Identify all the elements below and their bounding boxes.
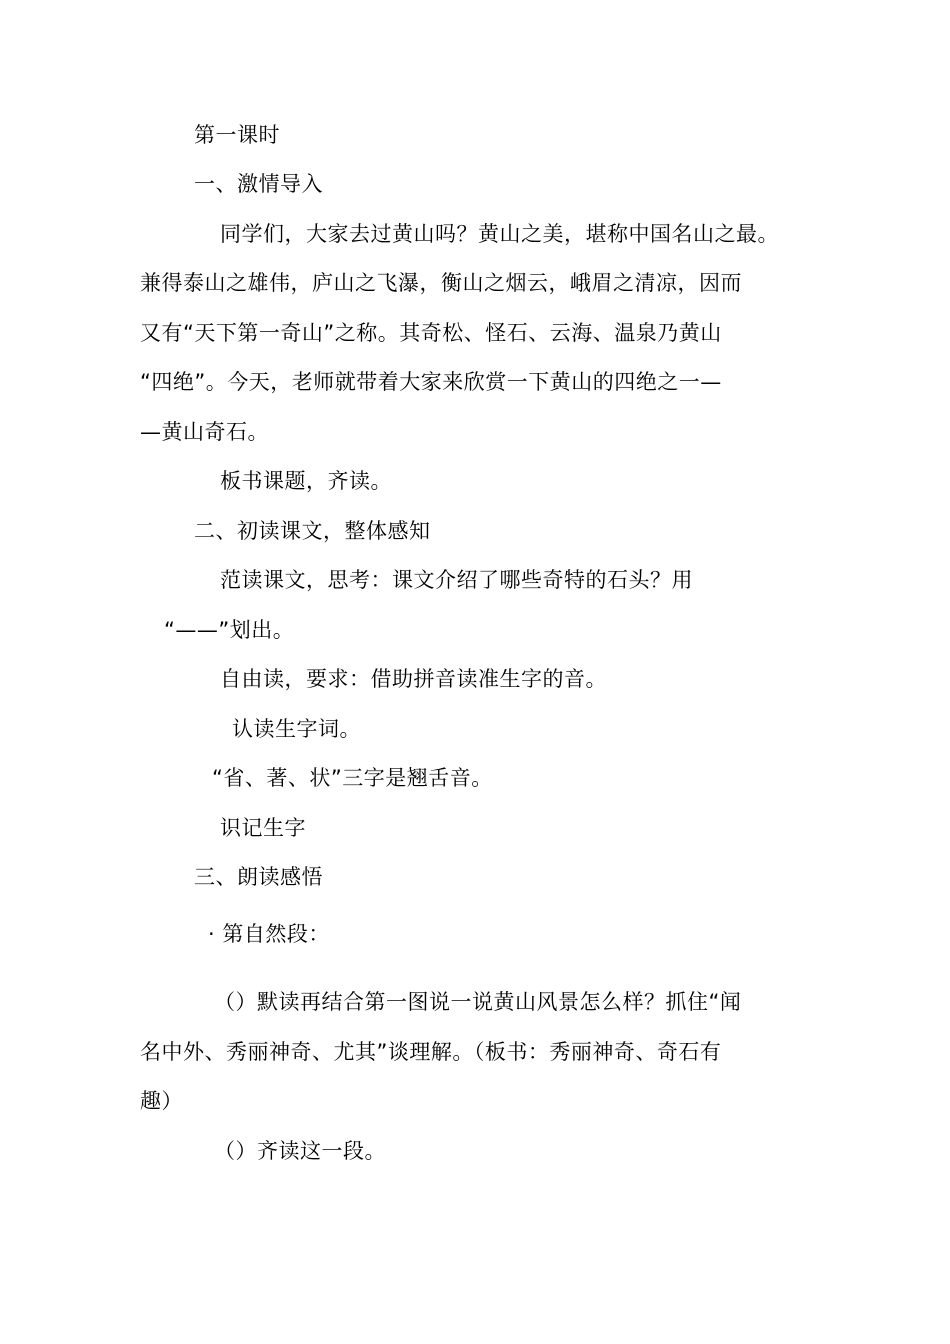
paragraph-line: （）齐读这一段。 [214, 1139, 386, 1163]
section-heading-3: 三、朗读感悟 [194, 865, 323, 889]
paragraph-line: 名中外、秀丽神奇、尤其”谈理解。（板书：秀丽神奇、奇石有 [140, 1040, 722, 1064]
paragraph-line: 范读课文，思考：课文介绍了哪些奇特的石头？用 [220, 568, 693, 592]
paragraph-line: 自由读，要求：借助拼音读准生字的音。 [220, 667, 607, 691]
paragraph-line: 同学们，大家去过黄山吗？黄山之美，堪称中国名山之最。 [220, 222, 779, 246]
paragraph-line: 又有“天下第一奇山”之称。其奇松、怪石、云海、温泉乃黄山 [140, 321, 722, 345]
section-heading-2: 二、初读课文，整体感知 [194, 519, 431, 543]
paragraph-line: “——”划出。 [164, 618, 295, 642]
paragraph-line: 兼得泰山之雄伟，庐山之飞瀑，衡山之烟云，峨眉之清凉，因而 [140, 271, 742, 295]
section-heading-1: 一、激情导入 [194, 172, 323, 196]
paragraph-line: —黄山奇石。 [140, 420, 269, 444]
paragraph-line: “省、著、状”三字是翘舌音。 [212, 766, 493, 790]
paragraph-line: 认读生字词。 [232, 717, 361, 741]
paragraph-line: 趣） [140, 1089, 183, 1113]
paragraph-line: “四绝”。今天，老师就带着大家来欣赏一下黄山的四绝之一— [140, 370, 722, 394]
paragraph-line: （）默读再结合第一图说一说黄山风景怎么样？抓住“闻 [214, 990, 742, 1014]
paragraph-line: 识记生字 [220, 816, 306, 840]
lesson-heading: 第一课时 [194, 123, 280, 147]
paragraph-line: · 第自然段： [208, 922, 330, 946]
paragraph-line: 板书课题，齐读。 [220, 469, 392, 493]
